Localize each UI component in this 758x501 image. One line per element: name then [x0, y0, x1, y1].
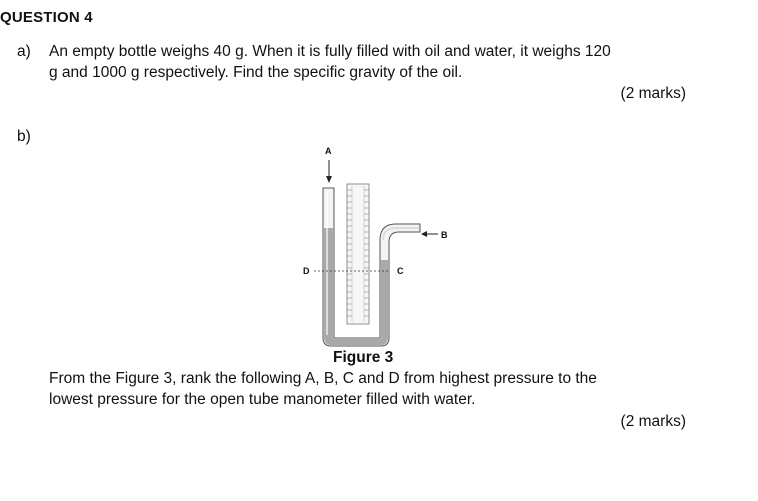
arrow-b-head: [421, 231, 427, 237]
part-b-marks: (2 marks): [620, 413, 686, 430]
part-a-marks: (2 marks): [620, 85, 686, 102]
part-a-text-line2: g and 1000 g respectively. Find the specific gravity of the oil.: [49, 64, 463, 81]
point-label-a: A: [325, 146, 332, 156]
manometer-scale: [347, 184, 369, 324]
manometer-tube-outline: [323, 188, 420, 346]
question-heading: QUESTION 4: [0, 9, 93, 26]
point-label-b: B: [441, 230, 448, 240]
manometer-figure: [290, 140, 470, 350]
part-a-text-line1: An empty bottle weighs 40 g. When it is fully filled with oil and water, it weighs 120: [49, 43, 611, 60]
part-b-text-line1: From the Figure 3, rank the following A, B, C and D from highest pressure to the: [49, 370, 597, 387]
point-label-c: C: [397, 266, 404, 276]
part-b-label: b): [17, 128, 31, 145]
part-a-label: a): [17, 43, 31, 60]
figure-caption: Figure 3: [333, 349, 394, 366]
point-label-d: D: [303, 266, 310, 276]
arrow-a-head: [326, 176, 332, 183]
part-b-text-line2: lowest pressure for the open tube manometer filled with water.: [49, 391, 476, 408]
